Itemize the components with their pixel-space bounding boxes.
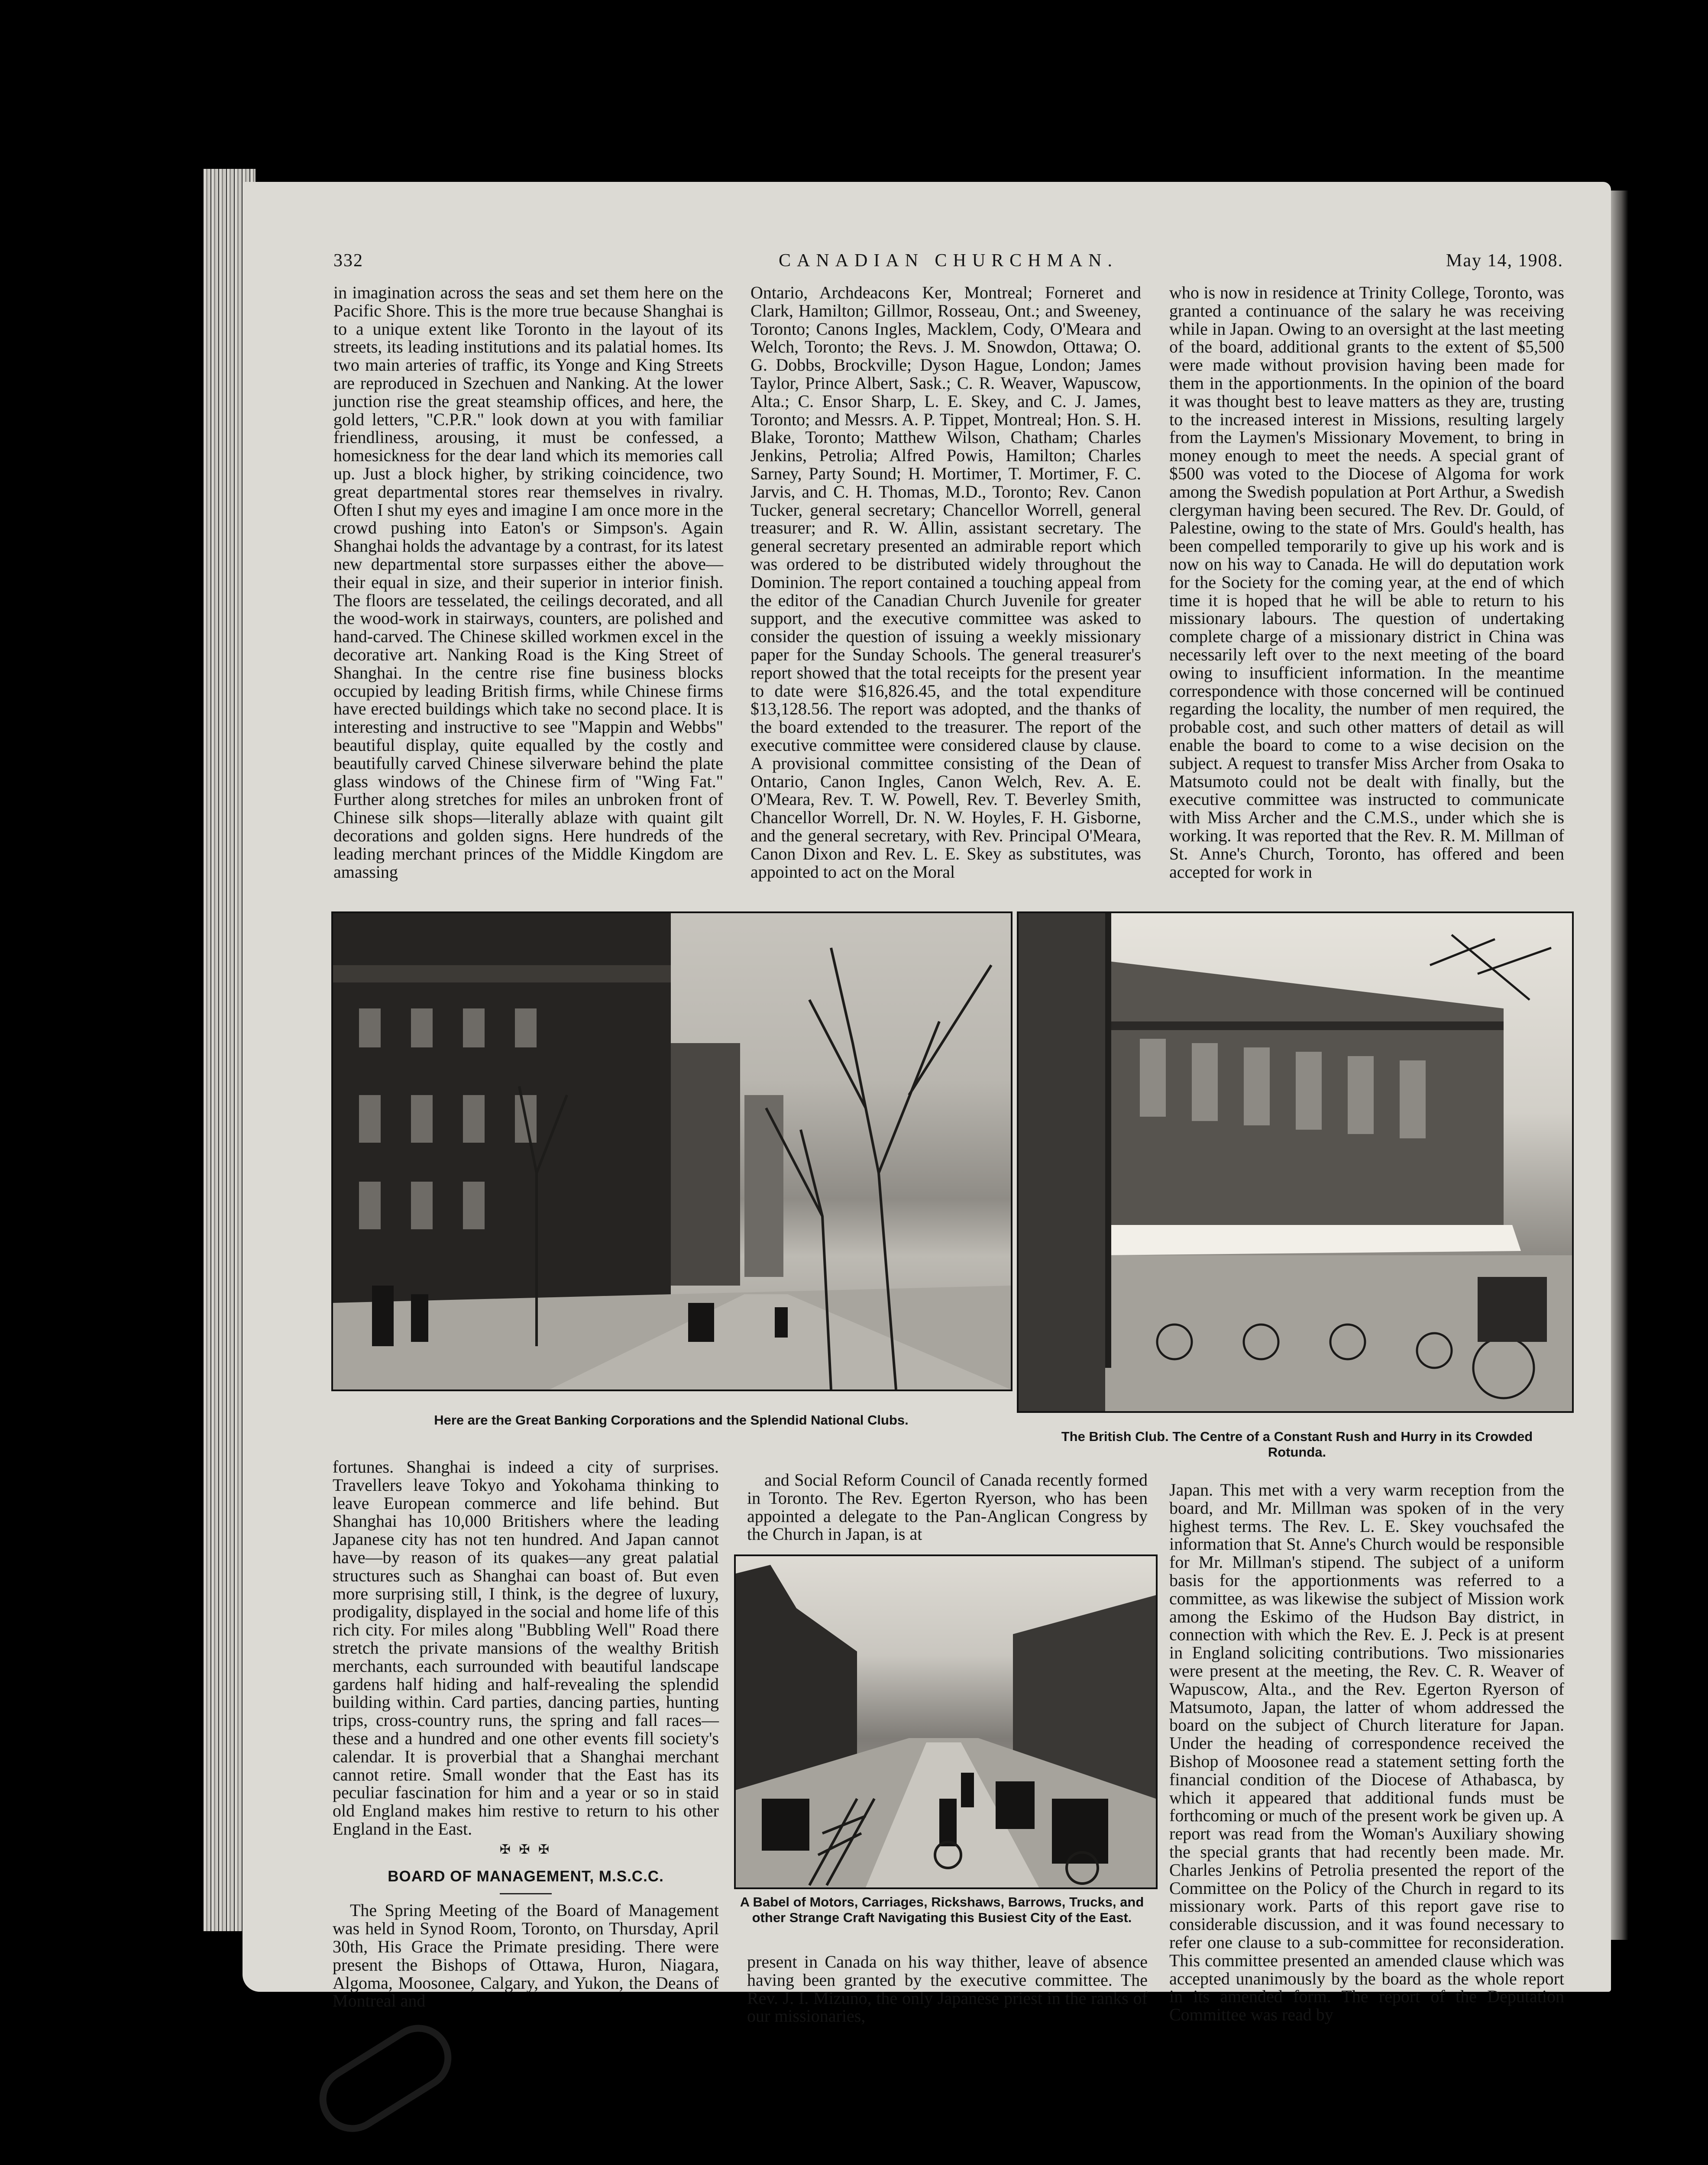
article-column-2-bottom-lower bbox=[747, 1952, 1148, 2026]
article-text: Japan. This met with a very warm reception from the board, and Mr. Millman was spoken of in the very highest terms. The Rev. L. E. Skey vouchsafed the information that St. Anne's Church would be responsible for Mr. Millman's stipend. The subject of a uniform basis for the apportionments was referred to a committee, as was likewise the subject of Mission work among the Eskimo of the Hudson Bay district, in connection with which the Rev. E. J. Peck is at present in England soliciting contributions. Two missionaries were present at the meeting, the Rev. C. R. Weaver of Wapuscow, Alta., and the Rev. Egerton Ryerson of Matsumoto, Japan, the latter of whom addressed the board on the subject of Church literature for Japan. Under the heading of correspondence received the Bishop of Moosonee read a statement setting forth the financial condition of the Diocese of Athabasca, by which it appeared that additional funds must be forthcoming or much of the present work be given up. A report was read from the Woman's Auxiliary showing the special grants that had recently been made. Mr. Charles Jenkins of Petrolia presented the report of the Committee on the Policy of the Church in regard to its missionary work. Parts of this report gave rise to considerable discussion, and it was found necessary to refer one clause to a sub-committee for reconsideration. This committee presented an amended clause which was accepted unanimously by the board as the whole report in its amended form. The report of the Deputation Committee was read by bbox=[1169, 1480, 1564, 2025]
article-column-2-bottom-upper bbox=[747, 1471, 1148, 1547]
issue-date: May 14, 1908. bbox=[1446, 251, 1563, 271]
article-column-1-bottom bbox=[333, 1457, 719, 2011]
street-scene-illustration bbox=[333, 913, 1011, 1389]
article-text: who is now in residence at Trinity College, Toronto, was granted a continuance of the salary he was receiving while in Japan. Owing to an oversight at the last meeting of the board, additional grants to the extent of $5,500 were made without provision having been made for them in the apportionments. In the opinion of the board it was thought best to leave matters as they are, trusting to the increased interest in Missions, resulting largely from the Laymen's Missionary Movement, to bring in money enough to meet the needs. A special grant of $500 was voted to the Diocese of Algoma for work among the Swedish population at Port Arthur, a Swedish clergyman having been secured. The Rev. Dr. Gould, of Palestine, owing to the state of Mrs. Gould's health, has been compelled temporarily to give up his work and is now on his way to Canada. He will do deputation work for the Society for the coming year, at the end of which time it is hoped that he will be able to return to his missionary labours. The question of undertaking complete charge of a missionary district in China was necessarily left over to the next meeting of the board owing to insufficient information. In the meantime correspondence with those concerned will be continued regarding the locality, the number of men required, the probable cost, and such other matters of detail as will enable the board to come to a wise decision on the subject. A request to transfer Miss Archer from Osaka to Matsumoto could not be dealt with finally, but the executive committee was instructed to communicate with Miss Archer and the C.M.S., under which she is working. It was reported that the Rev. R. M. Millman of St. Anne's Church, Toronto, has offered and been accepted for work in bbox=[1169, 283, 1564, 882]
busy-street-illustration bbox=[736, 1556, 1156, 1887]
club-building-illustration bbox=[1019, 913, 1572, 1411]
caption-banking: Here are the Great Banking Corporations and the Splendid National Clubs. bbox=[434, 1412, 909, 1428]
article-column-3-top bbox=[1169, 284, 1564, 907]
page-number: 332 bbox=[333, 251, 363, 271]
article-column-2-top bbox=[750, 284, 1141, 907]
article-text: present in Canada on his way thither, leave of absence having been granted by the executive committee. The Rev. J. I. Mizuno, the only Japanese priest in the ranks of our missionaries, bbox=[747, 1952, 1148, 2026]
article-text: and Social Reform Council of Canada recently formed in Toronto. The Rev. Egerton Ryerson, who has been appointed a delegate to the Pan-Anglican Congress by the Church in Japan, is at bbox=[747, 1470, 1148, 1544]
article-column-3-bottom bbox=[1169, 1480, 1564, 2025]
section-heading: BOARD OF MANAGEMENT, M.S.C.C. bbox=[388, 1868, 664, 1885]
article-text: Ontario, Archdeacons Ker, Montreal; Forneret and Clark, Hamilton; Gillmor, Rosseau, Ont.; and Sweeney, Toronto; Canons Ingles, Macklem, Cody, O'Meara and Welch, Toronto; the Revs. J. M. Snowdon, Ottawa; O. G. Dobbs, Brockville; Dyson Hague, London; James Taylor, Prince Albert, Sask.; C. R. Weaver, Wapuscow, Alta.; C. Ensor Sharp, L. E. Skey, and C. J. James, Toronto; and Messrs. A. P. Tippet, Montreal; Hon. S. H. Blake, Toronto; Matthew Wilson, Chatham; Charles Jenkins, Petrolia; Alfred Powis, Hamilton; Charles Sarney, Party Sound; H. Mortimer, T. Mortimer, F. C. Jarvis, and C. H. Thomas, M.D., Toronto; Rev. Canon Tucker, general secretary; Chancellor Worrell, general treasurer; and R. W. Allin, assistant secretary. The general secretary presented an admirable report which was ordered to be distributed widely throughout the Dominion. The report contained a touching appeal from the editor of the Canadian Church Juvenile for greater support, and the executive committee was asked to consider the question of issuing a weekly missionary paper for the Sunday Schools. The general treasurer's report showed that the total receipts for the present year to date were $16,826.45, and the total expenditure $13,128.56. The report was adopted, and the thanks of the board extended to the treasurer. The report of the executive committee were considered clause by clause. A provisional committee consisting of the Dean of Ontario, Canon Ingles, Canon Welch, Rev. A. E. O'Meara, Rev. T. W. Powell, Rev. T. Beverley Smith, Chancellor Worrell, Dr. N. W. Hoyles, F. H. Gisborne, and the general secretary, with Rev. Principal O'Meara, Canon Dixon and Rev. L. E. Skey as substitutes, was appointed to act on the Moral bbox=[750, 283, 1141, 882]
article-text: in imagination across the seas and set them here on the Pacific Shore. This is the more true because Shanghai is to a unique extent like Toronto in the layout of its streets, its leading institutions and its palatial homes. Its two main arteries of traffic, its Yonge and King Streets are reproduced in Szechuen and Nanking. At the lower junction rise the great steamship offices, and here, the gold letters, "C.P.R." look down at you with familiar friendliness, arousing, it must be confessed, a homesickness for the dear land which its memories call up. Just a block higher, by striking coincidence, two great departmental stores rear themselves in rivalry. Often I shut my eyes and imagine I am once more in the crowd pushing into Eaton's or Simpson's. Again Shanghai holds the advantage by a contrast, for its latest new departmental store surpasses either the above—their equal in size, and their superior in interior finish. The floors are tesselated, the ceilings decorated, and all the wood-work in stairways, counters, are polished and hand-carved. The Chinese skilled workmen excel in the decorative art. Nanking Road is the King Street of Shanghai. In the centre rise fine business blocks occupied by leading British firms, while Chinese firms have erected buildings which take no second place. It is interesting and instructive to see "Mappin and Webbs" beautiful display, quite equalled by the costly and beautifully carved Chinese silverware behind the plate glass windows of the Chinese firm of "Wing Fat." Further along stretches for miles an unbroken front of Chinese silk shops—literally ablaze with quaint gilt decorations and golden signs. Here hundreds of the leading merchant princes of the Middle Kingdom are amassing bbox=[333, 283, 723, 882]
reader-thumb-shadow bbox=[317, 2022, 454, 2135]
photo-babel-street bbox=[734, 1554, 1158, 1889]
article-column-1-top bbox=[333, 284, 723, 907]
photo-british-club bbox=[1017, 911, 1574, 1413]
publication-title: CANADIAN CHURCHMAN. bbox=[778, 251, 1119, 271]
book-spine-shadow bbox=[1611, 191, 1628, 1940]
caption-babel: A Babel of Motors, Carriages, Rickshaws, Barrows, Trucks, and other Strange Craft Navigating this Busiest City of the East. bbox=[740, 1894, 1144, 1925]
article-text: fortunes. Shanghai is indeed a city of surprises. Travellers leave Tokyo and Yokohama thinking to leave European commerce and life behind. But Shanghai has 10,000 Britishers where the leading Japanese city has not ten hundred. And Japan cannot have—by reason of its quakes—any great palatial structures such as Shanghai can boast of. But even more surprising still, I think, is the degree of luxury, prodigality, displayed in the social and home life of this rich city. For miles along "Bubbling Well" Road there stretch the private mansions of the wealthy British merchants, each surrounded with beautiful landscape gardens half hiding and half-revealing the splendid building within. Card parties, dancing parties, hunting trips, cross-country runs, the spring and fall races—these and a hundred and one other events fill society's calendar. It is proverbial that a Shanghai merchant cannot retire. Small wonder that the East has its peculiar fascination for him and a year or so in staid old England makes him restive to return to his other England in the East. bbox=[333, 1457, 719, 1839]
photo-banking-corporations bbox=[331, 911, 1013, 1391]
article-text: The Spring Meeting of the Board of Management was held in Synod Room, Toronto, on Thursday, April 30th, His Grace the Primate presiding. There were present the Bishops of Ottawa, Huron, Niagara, Algoma, Moosonee, Calgary, and Yukon, the Deans of Montreal and bbox=[333, 1900, 719, 2011]
page-header bbox=[333, 250, 1563, 281]
caption-british-club: The British Club. The Centre of a Constant Rush and Hurry in its Crowded Rotunda. bbox=[1061, 1429, 1533, 1460]
heading-rule bbox=[500, 1893, 552, 1894]
section-ornament: ✠ ✠ ✠ bbox=[499, 1842, 552, 1857]
